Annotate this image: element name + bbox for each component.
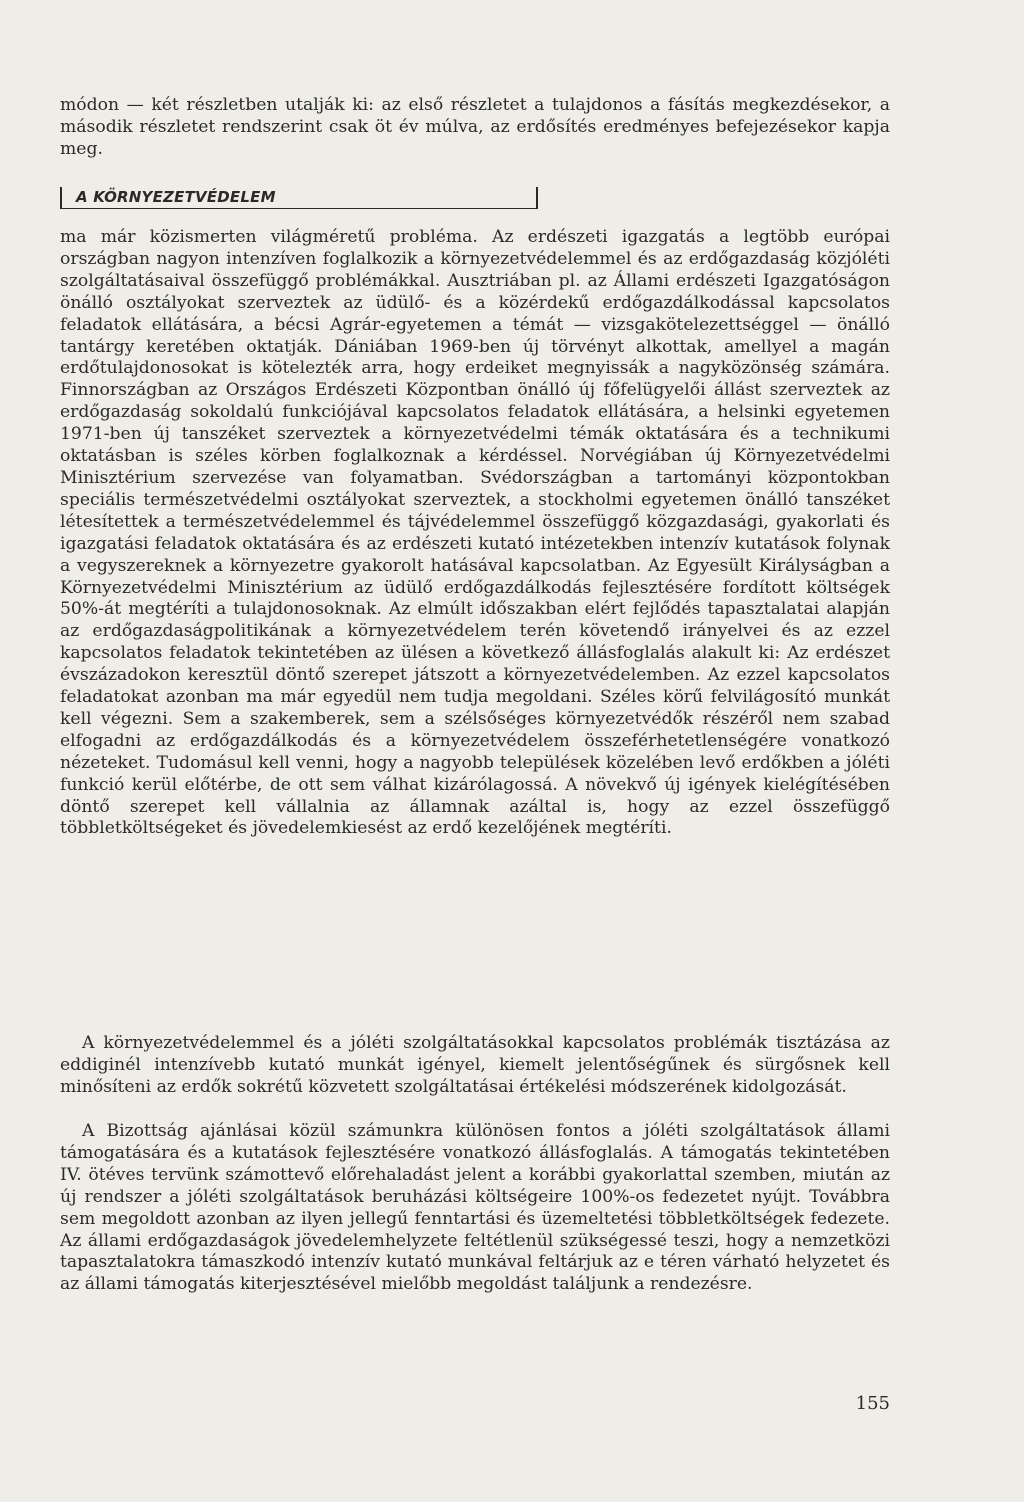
paragraph-text: ma már közismerten világméretű probléma. Az erdészeti igazgatás a legtöbb európai országban nagyon intenzíven foglalkozik a környezetvédelemmel és az erdőgazdaság közjóléti szolgáltatásaival összefüggő problémákkal. Ausztriában pl. az Állami erdészeti Igazgatóságon önálló osztályokat szerveztek az üdülő- és a közérdekű erdőgazdálkodással kapcsolatos feladatok ellátására, a bécsi Agrár-egyetemen a témát — vizsgakötelezettséggel — önálló tantárgy keretében oktatják. Dániában 1969-ben új törvényt alkottak, amellyel a magán erdőtulajdonosokat is kötelezték arra, hogy erdeiket megnyissák a nagyközönség számára. Finnországban az Országos Erdészeti Központban önálló új főfelügyelői állást szerveztek az erdőgazdaság sokoldalú funkciójával kapcsolatos feladatok ellátására, a helsinki egyetemen 1971-ben új tanszéket szerveztek a környezetvédelmi témák oktatására és a technikumi oktatásban is széles körben foglalkoznak a kérdéssel. Norvégiában új Környezetvédelmi Minisztérium szervezése van folyamatban. Svédországban a tartományi központokban speciális természetvédelmi osztályokat szerveztek, a stockholmi egyetemen önálló tanszéket létesítettek a természetvédelemmel és tájvédelemmel összefüggő közgazdasági, gyakorlati és igazgatási feladatok oktatására és az erdészeti kutató intézetekben intenzív kutatások folynak a vegyszereknek a környezetre gyakorolt hatásával kapcsolatban. Az Egyesült Királyságban a Környezetvédelmi Minisztérium az üdülő erdőgazdálkodás fejlesztésére fordított költségek 50%-át megtéríti a tulajdonosoknak. Az elmúlt időszakban elért fejlődés tapasztalatai alapján az erdőgazdaságpolitikának a környezetvédelem terén követendő irányelvei és az ezzel kapcsolatos feladatok tekintetében az ülésen a következő állásfoglalás alakult ki: Az erdészet évszázadokon keresztül döntő szerepet játszott a környezetvédelemben. Az ezzel kapcsolatos feladatokat azonban ma már egyedül nem tudja megoldani. Széles körű felvilágosító munkát kell végezni. Sem a szakemberek, sem a szélsőséges környezetvédők részéről nem szabad elfogadni az erdőgazdálkodás és a környezetvédelem összeférhetetlenségére vonatkozó nézeteket. Tudomásul kell venni, hogy a nagyobb települések közelében levő erdőkben a jóléti funkció kerül előtérbe, de ott sem válhat kizárólagossá. A növekvő új igények kielégítésében döntő szerepet kell vállalnia az államnak azáltal is, hogy az ezzel összefüggő többletköltségeket és jövedelemkiesést az erdő kezelőjének megtéríti. xyxy=(60,227,890,839)
body-paragraph-1 xyxy=(60,227,890,840)
intro-paragraph xyxy=(60,95,890,161)
body-paragraph-2 xyxy=(60,1033,890,1099)
page-number: 155 xyxy=(855,1393,890,1414)
paragraph-text: A Bizottság ajánlásai közül számunkra különösen fontos a jóléti szolgáltatások állami támogatására és a kutatások fejlesztésére vonatkozó állásfoglalás. A támogatás tekintetében IV. ötéves tervünk számottevő előrehaladást jelent a korábbi gyakorlattal szemben, miután az új rendszer a jóléti szolgáltatások beruházási költségeire 100%-os fedezetet nyújt. Továbbra sem megoldott azonban az ilyen jellegű fenntartási és üzemeltetési többletköltségek fedezete. Az állami erdőgazdaságok jövedelemhelyzete feltétlenül szükségessé teszi, hogy a nemzetközi tapasztalatokra támaszkodó intenzív kutató munkával feltárjuk az e téren várható helyzetet és az állami támogatás kiterjesztésével mielőbb megoldást találjunk a rendezésre. xyxy=(60,1121,890,1295)
body-paragraph-3 xyxy=(60,1121,890,1296)
intro-text: módon — két részletben utalják ki: az első részletet a tulajdonos a fásítás megkezdésekor, a második részletet rendszerint csak öt év múlva, az erdősítés eredményes befejezésekor kapja meg. xyxy=(60,95,890,159)
section-heading: A KÖRNYEZETVÉDELEM xyxy=(76,188,276,206)
paragraph-text: A környezetvédelemmel és a jóléti szolgáltatásokkal kapcsolatos problémák tisztázása az eddiginél intenzívebb kutató munkát igényel, kiemelt jelentőségűnek és sürgősnek kell minősíteni az erdők sokrétű közvetett szolgáltatásai értékelési módszerének kidolgozását. xyxy=(60,1033,890,1097)
section-heading-box xyxy=(60,187,538,209)
